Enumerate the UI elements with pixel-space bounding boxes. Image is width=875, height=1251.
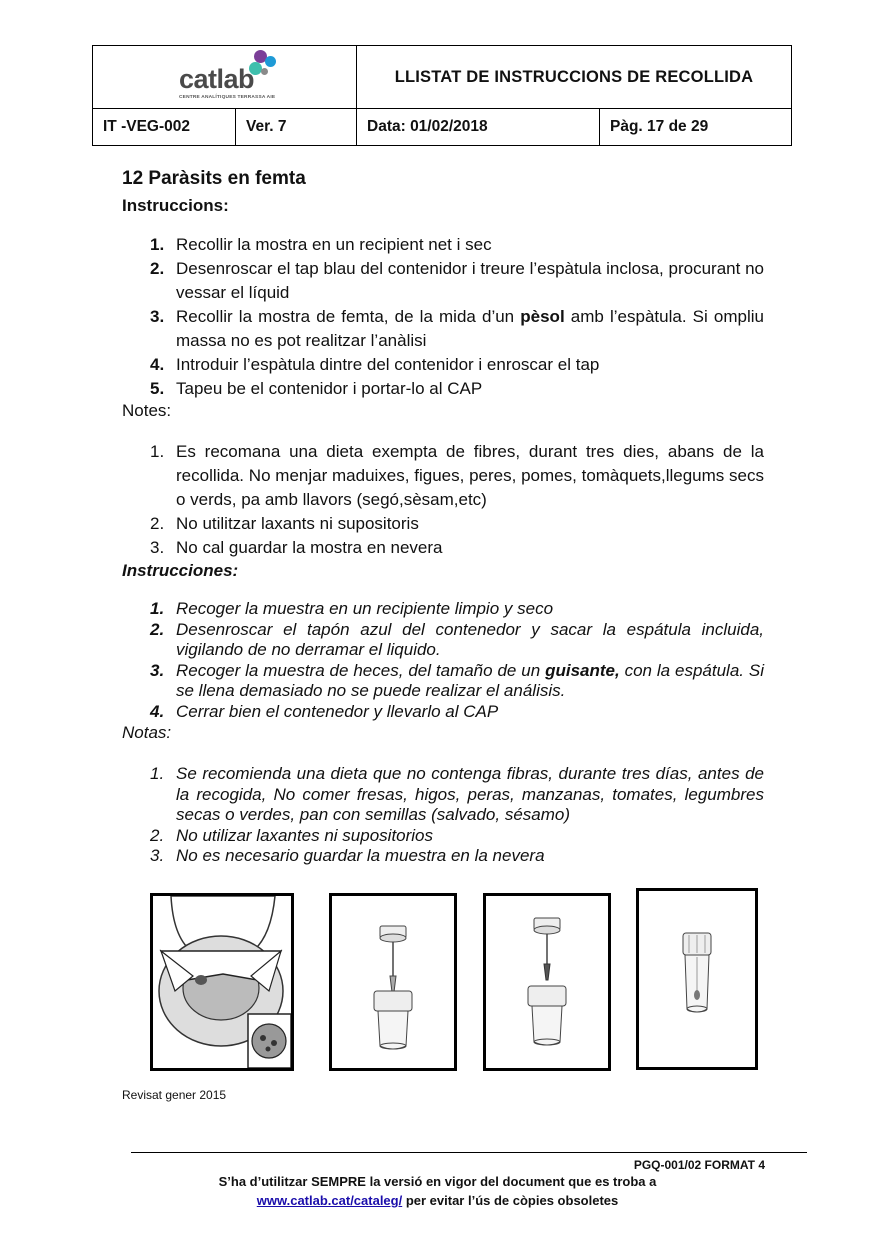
document-date: Data: 01/02/2018 xyxy=(357,109,600,146)
instruction-es-number: 4. xyxy=(150,701,165,721)
footer-form-code: PGQ-001/02 FORMAT 4 xyxy=(633,1158,765,1172)
instructions-list-ca xyxy=(150,233,764,401)
revision-note: Revisat gener 2015 xyxy=(122,1088,227,1102)
section-name: Paràsits en femta xyxy=(148,168,306,189)
container-closed-illustration xyxy=(636,888,758,1070)
note-ca-number: 1. xyxy=(150,442,165,461)
instruction-es-number: 2. xyxy=(150,619,165,639)
logo-dot-blue xyxy=(265,56,276,67)
footer-divider xyxy=(131,1152,807,1153)
note-es-number: 1. xyxy=(150,764,165,783)
document-code: IT -VEG-002 xyxy=(93,109,236,146)
note-ca-item xyxy=(150,440,764,512)
instruction-ca-number: 4. xyxy=(150,355,165,374)
logo-dot-gray xyxy=(261,68,268,75)
instructions-list-es xyxy=(150,599,764,722)
instruction-ca-text: Introduir l’espàtula dintre del contenidor i enroscar el tap xyxy=(176,355,600,374)
instruction-es-number: 3. xyxy=(150,660,165,680)
instruction-es-item xyxy=(150,661,764,702)
instruction-es-item xyxy=(150,620,764,661)
instruction-es-text: Recoger la muestra en un recipiente limpio y seco xyxy=(176,599,554,618)
instructions-label-ca: Instruccions: xyxy=(122,196,229,215)
note-ca-item xyxy=(150,512,764,536)
footer-notice-line2 xyxy=(0,1193,875,1208)
section-number: 12 xyxy=(122,168,144,189)
instruction-ca-item xyxy=(150,377,764,401)
notes-label-ca: Notes: xyxy=(122,401,172,420)
instruction-es-item xyxy=(150,702,764,723)
instruction-es-text: con la espátula. Si se llena demasiado no se puede realizar el análisis. xyxy=(176,660,764,700)
instruction-ca-number: 2. xyxy=(150,259,165,278)
instruction-es-text: Recoger la muestra de heces, del tamaño de un xyxy=(176,660,546,680)
note-es-item xyxy=(150,764,764,826)
instruction-ca-item xyxy=(150,353,764,377)
instruction-ca-number: 1. xyxy=(150,235,165,254)
note-es-number: 2. xyxy=(150,825,165,845)
logo-cell xyxy=(93,46,357,109)
note-ca-text: No utilitzar laxants ni supositoris xyxy=(176,514,419,533)
container-open-illustration xyxy=(329,893,457,1071)
instruction-ca-emphasis: pèsol xyxy=(520,307,565,326)
instruction-ca-item xyxy=(150,233,764,257)
instruction-ca-text: Recollir la mostra de femta, de la mida d’un xyxy=(176,307,521,326)
instruction-es-text: Cerrar bien el contenedor y llevarlo al CAP xyxy=(176,701,499,721)
container-closed-drawing xyxy=(639,891,755,1067)
notes-label-es: Notas: xyxy=(122,723,172,742)
instruction-ca-item xyxy=(150,305,764,353)
footer-notice-line2-text: per evitar l’ús de còpies obsoletes xyxy=(402,1193,619,1208)
note-es-text: Se recomienda una dieta que no contenga fibras, durante tres días, antes de la recogida, No comer fresas, higos, peras, manzanas, tomates, legumbres secas o verdes, pan con semillas (salvado, sésamo) xyxy=(176,764,764,824)
note-ca-text: Es recomana una dieta exempta de fibres, durant tres dies, abans de la recollida. No menjar maduixes, figues, peres, pomes, tomàquets,llegums secs o verds, pa amb llavors (segó,sèsam,etc) xyxy=(176,442,764,509)
catlab-logo xyxy=(179,50,289,108)
spatula-insert-illustration xyxy=(483,893,611,1071)
spatula-insert-drawing xyxy=(486,896,608,1068)
note-ca-number: 2. xyxy=(150,514,165,533)
document-version: Ver. 7 xyxy=(236,109,357,146)
toilet-collector-illustration xyxy=(150,893,294,1071)
instruction-es-number: 1. xyxy=(150,599,165,618)
instruction-ca-number: 5. xyxy=(150,379,165,398)
document-header xyxy=(92,45,792,146)
note-es-item xyxy=(150,826,764,847)
catalog-link[interactable]: www.catlab.cat/cataleg/ xyxy=(256,1193,403,1208)
instructions-label-es: Instrucciones: xyxy=(122,561,239,580)
logo-subtitle: CENTRE ANALÍTIQUES TERRASSA AIE xyxy=(179,95,276,100)
notes-list-ca xyxy=(150,440,764,560)
instruction-ca-item xyxy=(150,257,764,305)
page-number: Pàg. 17 de 29 xyxy=(600,109,792,146)
instruction-ca-number: 3. xyxy=(150,307,165,326)
instruction-es-item xyxy=(150,599,764,620)
instruction-ca-text: amb l’espàtula. Si ompliu massa no es pot realitzar l’anàlisi xyxy=(176,307,764,350)
instruction-ca-text: Tapeu be el contenidor i portar-lo al CAP xyxy=(176,379,483,398)
section-title xyxy=(122,168,306,190)
note-es-text: No es necesario guardar la muestra en la nevera xyxy=(176,846,545,865)
note-ca-number: 3. xyxy=(150,538,165,557)
instruction-ca-text: Desenroscar el tap blau del contenidor i treure l’espàtula inclosa, procurant no vessar el líquid xyxy=(176,259,764,302)
note-es-text: No utilizar laxantes ni supositorios xyxy=(176,825,434,845)
document-title: LLISTAT DE INSTRUCCIONS DE RECOLLIDA xyxy=(357,46,792,109)
note-ca-item xyxy=(150,536,764,560)
note-es-item xyxy=(150,846,764,867)
instruction-es-emphasis: guisante, xyxy=(545,660,620,680)
logo-wordmark: catlab xyxy=(179,64,255,94)
notes-list-es xyxy=(150,764,764,867)
note-ca-text: No cal guardar la mostra en nevera xyxy=(176,538,443,557)
footer-notice-line1: S’ha d’utilitzar SEMPRE la versió en vigor del document que es troba a xyxy=(218,1174,657,1189)
instruction-ca-text: Recollir la mostra en un recipient net i sec xyxy=(176,235,492,254)
instruction-es-text: Desenroscar el tapón azul del contenedor y sacar la espátula incluida, vigilando de no derramar el liquido. xyxy=(176,619,764,659)
toilet-collector-drawing xyxy=(153,896,291,1068)
container-open-drawing xyxy=(332,896,454,1068)
note-es-number: 3. xyxy=(150,846,165,865)
